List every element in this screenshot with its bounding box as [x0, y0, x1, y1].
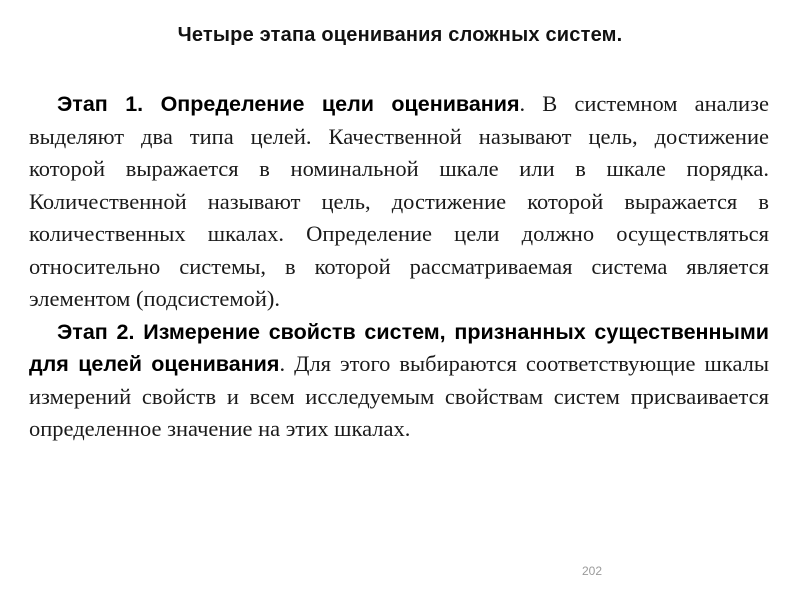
stage-1-text: В системном анализе выделяют два типа целей. Качественной называют цель, достижение которой выражается в номинальной шкале или в шкале порядка. Количественной называют цель, достижение которой выражается в количественных шкалах. Определение цели должно осуществляться относительно системы, в которой рассматриваемая система является элементом (подсистемой). — [29, 91, 769, 311]
stage-1-period: . — [519, 91, 526, 116]
stage-2-heading: Этап 2. Измерение свойств систем, признанных существенными для целей оценивания — [29, 319, 769, 376]
stage-2-text: Для этого выбираются соответствующие шкалы измерений свойств и всем исследуемым свойствам систем присваивается определенное значение на этих шкалах. — [29, 351, 769, 441]
page-number: 202 — [582, 564, 603, 578]
stage-2-period: . — [279, 351, 286, 376]
stage-1-paragraph — [29, 88, 769, 316]
stage-2-paragraph — [29, 316, 769, 446]
stage-1-heading: Этап 1. Определение цели оценивания — [57, 92, 520, 116]
slide-content — [29, 88, 769, 446]
slide-title: Четыре этапа оценивания сложных систем. — [177, 24, 623, 46]
